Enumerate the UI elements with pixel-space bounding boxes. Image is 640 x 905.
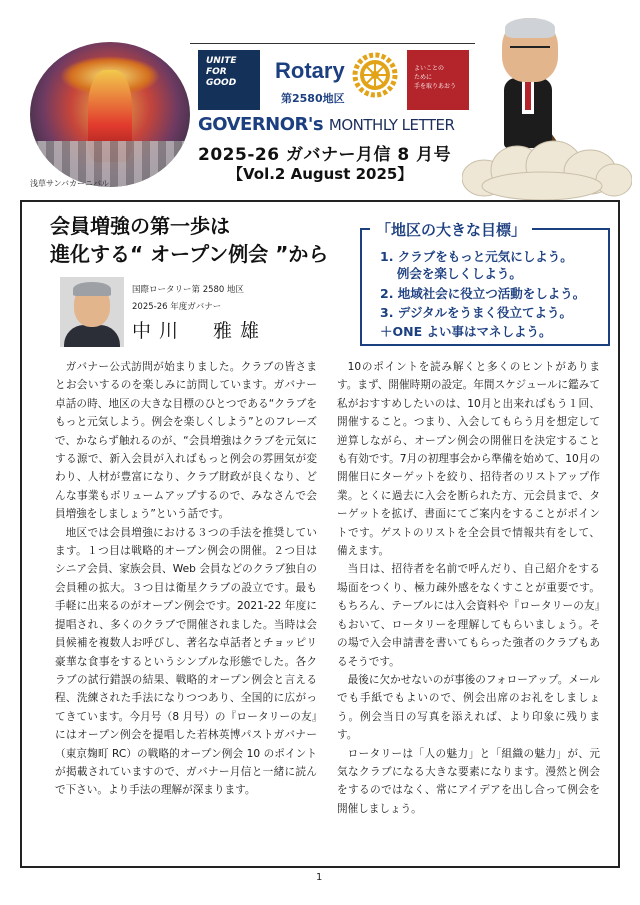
paragraph: 地区では会員増強における３つの手法を推奨しています。１つ目は戦略的オープン例会の開催。２つ目はシニア会員、家族会員、Web 会員などのクラブ独自の会員種の拡大。３つ目は衛星クラブの設立です。最も手軽に出来るのがオープン例会です。2021-22 年度に提唱され、多くのクラブで開催されました。当時は会員候補を複数人お呼びし、著名な卓話者とチョッピリ豪華な食事をするというシンプルな形態でした。各クラブの試行錯誤の結果、戦略的オープン例会と言える程、洗練された手法になりつつあり、全国的に広がってきています。今月号（8 月号）の『ロータリーの友』にはオープン例会を提唱した若林英博パストガバナー（東京麹町 RC）の戦略的オープン例会 10 のポイントが掲載されていますので、ガバナー月信と一緒に読んで下さい。より手法の理解が深まります。 xyxy=(55,526,317,797)
goal-item: 1. クラブをもっと元気にしよう。 xyxy=(380,249,573,264)
goal-item: 例会を楽しくしよう。 xyxy=(380,266,522,281)
author-organization: 国際ロータリー第 2580 地区 xyxy=(132,285,245,295)
paragraph: 10のポイントを読み解くと多くのヒントがあります。まず、開催時期の設定。年間スケジュールに鑑みて私がおすすめしたいのは、10月と出来ればもう１回、開催すること。つまり、入会してもらう月を想定して逆算しながら、オープン例会の開催日を決定することも有効です。7月の初理事会から準備を始めて、10月の開催日にターゲットを絞り、招待者のリストアップ作業。とくに過去に入会を断られた方、元会員まで、ターゲットを拡げ、書面にてご案内をすることがポイントです。ゲストのリストを全会員で情報共有をして、備えます。 xyxy=(337,361,600,558)
volume-label: 【Vol.2 August 2025】 xyxy=(228,165,413,183)
newsletter-title-jp: 2025-26 ガバナー月信 8 月号 xyxy=(198,145,452,165)
unite-for-good-badge: UNITE FOR GOOD xyxy=(198,50,260,110)
author-name: 中川 雅雄 xyxy=(132,320,268,342)
cloud-icon xyxy=(462,140,632,202)
newsletter-title-en: GOVERNOR's MONTHLY LETTER xyxy=(198,114,455,135)
samba-photo xyxy=(30,42,190,187)
rotary-logo-text: Rotary xyxy=(275,58,345,83)
governor-portrait xyxy=(60,277,124,347)
goal-item: 3. デジタルをうまく役立てよう。 xyxy=(380,305,573,320)
rotary-wheel-icon xyxy=(352,52,398,98)
paragraph: 当日は、招待者を名前で呼んだり、自己紹介をする場面をつくり、極力疎外感をなくすことが重要です。もちろん、テーブルには入会資料や『ロータリーの友』もおいて、ロータリーを理解してもらいましょう。その場で入会申請書を書いてもらった強者のクラブもあるそうです。 xyxy=(337,563,600,668)
goal-item: ＋ONE よい事はマネしよう。 xyxy=(380,324,552,339)
goal-item: 2. 地域社会に役立つ活動をしよう。 xyxy=(380,286,586,301)
article-right-column xyxy=(337,358,600,818)
paragraph: 最後に欠かせないのが事後のフォローアップ。メールでも手紙でもよいので、例会出席のお礼をしましょう。例会当日の写真を添えれば、より印象に残ります。 xyxy=(337,673,600,742)
photo-caption: 浅草サンバカーニバル xyxy=(30,179,110,188)
slogan-badge: よいことの ために 手を取りあおう xyxy=(407,50,469,110)
paragraph: ガバナー公式訪問が始まりました。クラブの皆さまとお会いするのを楽しみに訪問しています。ガバナー卓話の時、地区の大きな目標のひとつである“クラブをもっと元気しよう。例会を楽しくしよう”とのフレーズで、かならず触れるのが、“会員増強はクラブを元気にする源で、新入会員が入ればもっと例会の雰囲気が変わり、人材が豊富になり、クラブ財政が良くなり、どんな事業もボリュームアップするので、みなさんで会員増強をしましょう”という話です。 xyxy=(55,361,317,521)
article-headline: 会員増強の第一歩は 進化する“ オープン例会 ”から xyxy=(50,214,329,266)
district-label: 第2580地区 xyxy=(281,92,345,105)
header-rule xyxy=(190,43,475,44)
author-role: 2025-26 年度ガバナー xyxy=(132,302,222,312)
page-number: 1 xyxy=(316,872,323,883)
article-left-column xyxy=(55,358,317,800)
paragraph: ロータリーは「人の魅力」と「組織の魅力」が、元気なクラブになる大きな要素になります。漫然と例会をするのではなく、常にアイデアを出し合って例会を開催しましょう。 xyxy=(337,747,600,815)
district-goals-title: 「地区の大きな目標」 xyxy=(370,219,532,240)
